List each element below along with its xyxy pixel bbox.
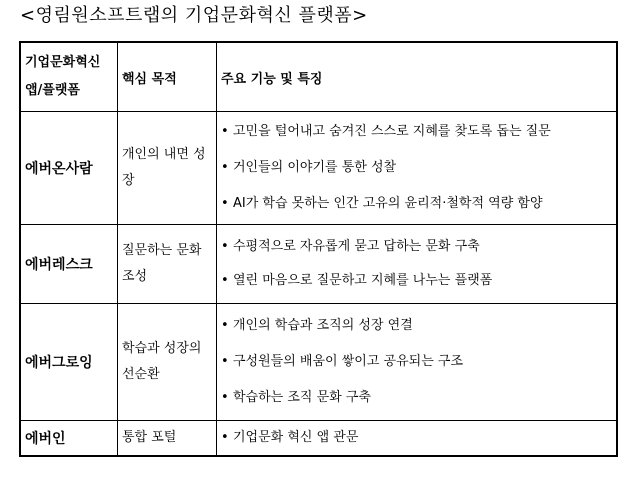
app-features [217, 225, 618, 304]
app-purpose: 통합 포털 [118, 421, 217, 457]
platform-table [19, 41, 618, 457]
feature-item: • 수평적으로 자유롭게 묻고 답하는 문화 구축 [221, 230, 612, 264]
feature-item: • 개인의 학습과 조직의 성장 연결 [221, 308, 612, 344]
app-features [217, 304, 618, 421]
feature-item: • 고민을 털어내고 숨겨진 스스로 지혜를 찾도록 돕는 질문 [221, 114, 612, 150]
app-name: 에버그로잉 [20, 304, 118, 421]
feature-item: • 학습하는 조직 문화 구축 [221, 380, 612, 416]
feature-item: • AI가 학습 못하는 인간 고유의 윤리적·철학적 역량 함양 [221, 186, 612, 222]
feature-item: • 구성원들의 배움이 쌓이고 공유되는 구조 [221, 344, 612, 380]
header-app: 기업문화혁신 앱/플랫폼 [20, 42, 118, 112]
document-title: <영림원소프트랩의 기업문화혁신 플랫폼> [20, 5, 368, 26]
app-name: 에버온사람 [20, 112, 118, 225]
table-row [20, 421, 617, 457]
feature-item: • 열린 마음으로 질문하고 지혜를 나누는 플랫폼 [221, 264, 612, 298]
app-features [217, 112, 618, 225]
feature-item: • 기업문화 혁신 앱 관문 [221, 423, 612, 453]
app-name: 에버레스크 [20, 225, 118, 304]
table-row [20, 304, 617, 421]
header-purpose: 핵심 목적 [118, 42, 217, 112]
table-row [20, 225, 617, 304]
app-purpose: 학습과 성장의 선순환 [118, 304, 217, 421]
app-purpose: 개인의 내면 성장 [118, 112, 217, 225]
app-purpose: 질문하는 문화 조성 [118, 225, 217, 304]
table-row [20, 112, 617, 225]
header-features: 주요 기능 및 특징 [217, 42, 618, 112]
app-name: 에버인 [20, 421, 118, 457]
app-features [217, 421, 618, 457]
feature-item: • 거인들의 이야기를 통한 성찰 [221, 150, 612, 186]
table-header-row [20, 42, 617, 112]
